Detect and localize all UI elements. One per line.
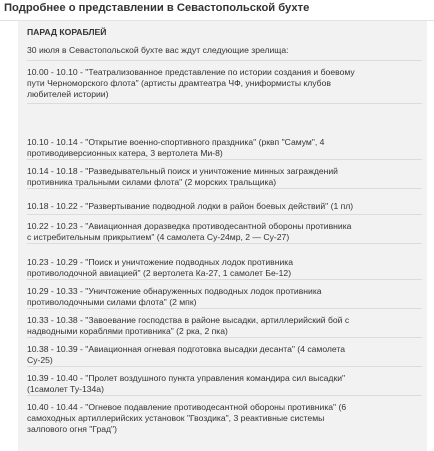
schedule-line: противолодочными силами флота" (2 мпк)	[27, 297, 197, 307]
separator	[27, 366, 422, 367]
schedule-item	[27, 315, 422, 337]
schedule-item	[27, 221, 422, 243]
schedule-line: (1самолет Ту-134а)	[27, 384, 104, 394]
schedule-item	[27, 67, 422, 100]
schedule-line: 10.38 - 10.39 - "Авиационная огневая подготовка высадки десанта" (4 самолета	[27, 344, 346, 354]
schedule-item	[27, 344, 422, 366]
event-schedule-card	[18, 21, 427, 451]
separator	[27, 337, 422, 338]
separator	[27, 395, 422, 396]
separator	[27, 214, 422, 215]
schedule-line: любителей истории)	[27, 89, 109, 99]
separator	[27, 60, 422, 61]
schedule-line: Су-25)	[27, 355, 53, 365]
schedule-item	[27, 402, 422, 435]
schedule-line: противодиверсионных катера, 3 вертолета Ми-8)	[27, 148, 223, 158]
page-title: Подробнее о представлении в Севастопольской бухте	[4, 2, 310, 14]
schedule-line: противника тральными силами флота" (2 морских тральщика)	[27, 177, 277, 187]
schedule-line: 10.18 - 10.22 - "Развертывание подводной лодки в район боевых действий" (1 пл)	[27, 201, 354, 211]
schedule-item	[27, 137, 422, 159]
separator	[27, 243, 422, 244]
schedule-line: противолодочной авиацией" (2 вертолета Ка-27, 1 самолет Бе-12)	[27, 268, 292, 278]
schedule-line: 10.39 - 10.40 - "Пролет воздушного пункта управления командира сил высадки"	[27, 373, 346, 383]
separator	[27, 308, 422, 309]
schedule-line: 10.29 - 10.33 - "Уничтожение обнаруженных подводных лодок противника	[27, 286, 322, 296]
schedule-line: самоходных артиллерийских установок "Гвоздика", 3 реактивные системы	[27, 413, 325, 423]
schedule-line: надводными кораблями противника" (2 рка, 2 пка)	[27, 326, 228, 336]
schedule-line: 10.23 - 10.29 - "Поиск и уничтожение подводных лодок противника	[27, 257, 293, 267]
schedule-item	[27, 286, 422, 308]
schedule-line: 10.00 - 10.10 - "Театрализованное представление по истории создания и боевому	[27, 67, 355, 77]
schedule-item	[27, 201, 422, 212]
separator	[27, 188, 422, 189]
schedule-line: 10.10 - 10.14 - "Открытие военно-спортивного праздника" (рквп "Самум", 4	[27, 137, 325, 147]
intro-text: 30 июля в Севастопольской бухте вас ждут следующие зрелища:	[27, 45, 289, 55]
page-header	[0, 0, 434, 21]
section-title: ПАРАД КОРАБЛЕЙ	[27, 27, 107, 37]
schedule-line: 10.40 - 10.44 - "Огневое подавление противодесантной обороны противника" (6	[27, 402, 347, 412]
schedule-item	[27, 257, 422, 279]
schedule-line: пути Черноморского флота" (артисты драмтеатра ЧФ, униформисты клубов	[27, 78, 331, 88]
separator	[27, 279, 422, 280]
schedule-line: 10.14 - 10.18 - "Разведывательный поиск и уничтожение минных заграждений	[27, 166, 338, 176]
separator	[27, 103, 422, 104]
schedule-line: 10.22 - 10.23 - "Авиационная доразведка противодесантной обороны противника	[27, 221, 352, 231]
schedule-line: с истребительным прикрытием" (4 самолета Су-24мр, 2 — Су-27)	[27, 232, 290, 242]
schedule-line: 10.33 - 10.38 - "Завоевание господства в районе высадки, артиллерийский бой с	[27, 315, 350, 325]
schedule-item	[27, 166, 422, 188]
schedule-item	[27, 373, 422, 395]
schedule-line: залпового огня "Град")	[27, 424, 117, 434]
separator	[27, 159, 422, 160]
